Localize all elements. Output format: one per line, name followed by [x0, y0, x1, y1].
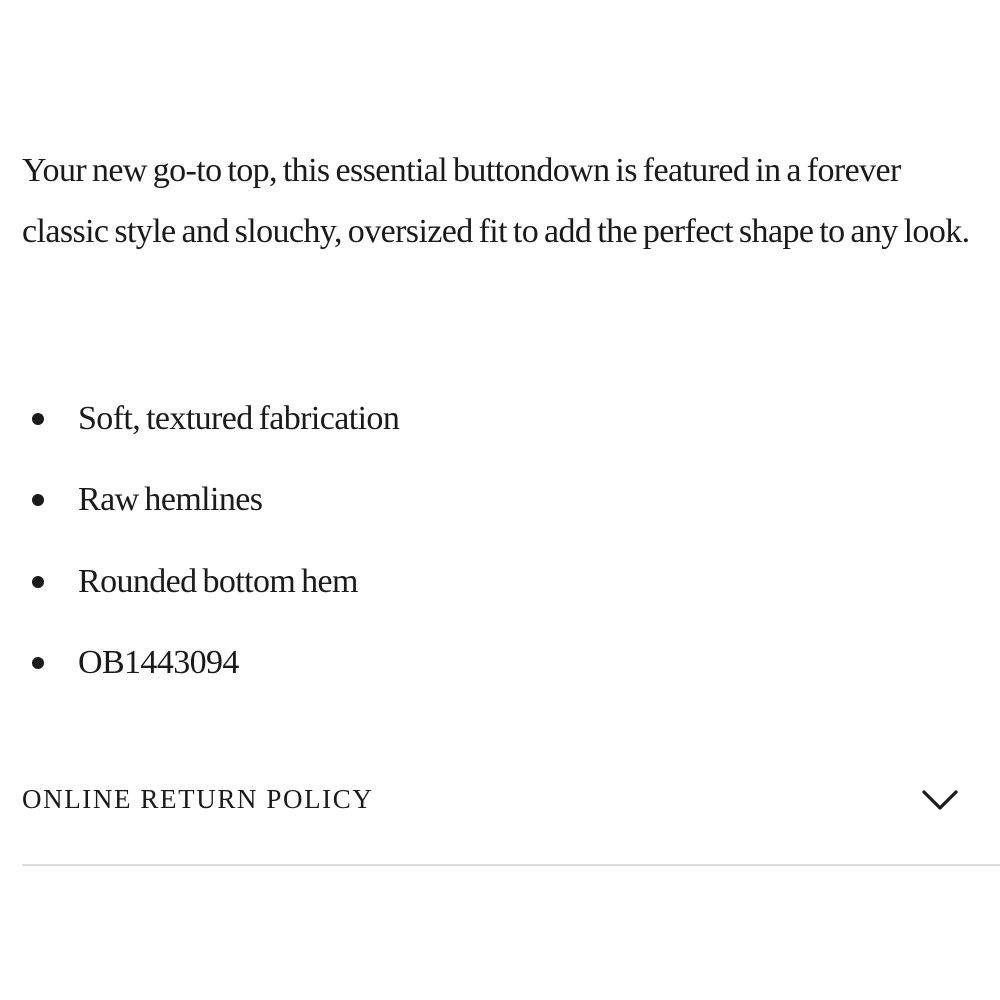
feature-list-item — [22, 378, 399, 460]
feature-list — [22, 378, 399, 704]
feature-text: Raw hemlines — [78, 481, 263, 519]
chevron-down-icon[interactable] — [920, 786, 960, 814]
feature-list-item — [22, 623, 399, 705]
product-details — [22, 140, 982, 682]
bullet-icon — [32, 657, 44, 669]
product-description: Your new go-to top, this essential buttondown is featured in a forever classic style and slouchy, oversized fit to add the perfect shape to any look. — [22, 152, 970, 250]
feature-text: Soft, textured fabrication — [78, 399, 400, 437]
bullet-icon — [32, 494, 44, 506]
product-code: OB1443094 — [78, 644, 239, 682]
feature-list-item — [22, 541, 399, 623]
bullet-icon — [32, 413, 44, 425]
feature-list-item — [22, 460, 399, 542]
bullet-icon — [32, 576, 44, 588]
accordion-title: ONLINE RETURN POLICY — [22, 784, 374, 814]
online-return-policy-accordion[interactable] — [22, 770, 1000, 866]
feature-text: Rounded bottom hem — [78, 562, 358, 600]
